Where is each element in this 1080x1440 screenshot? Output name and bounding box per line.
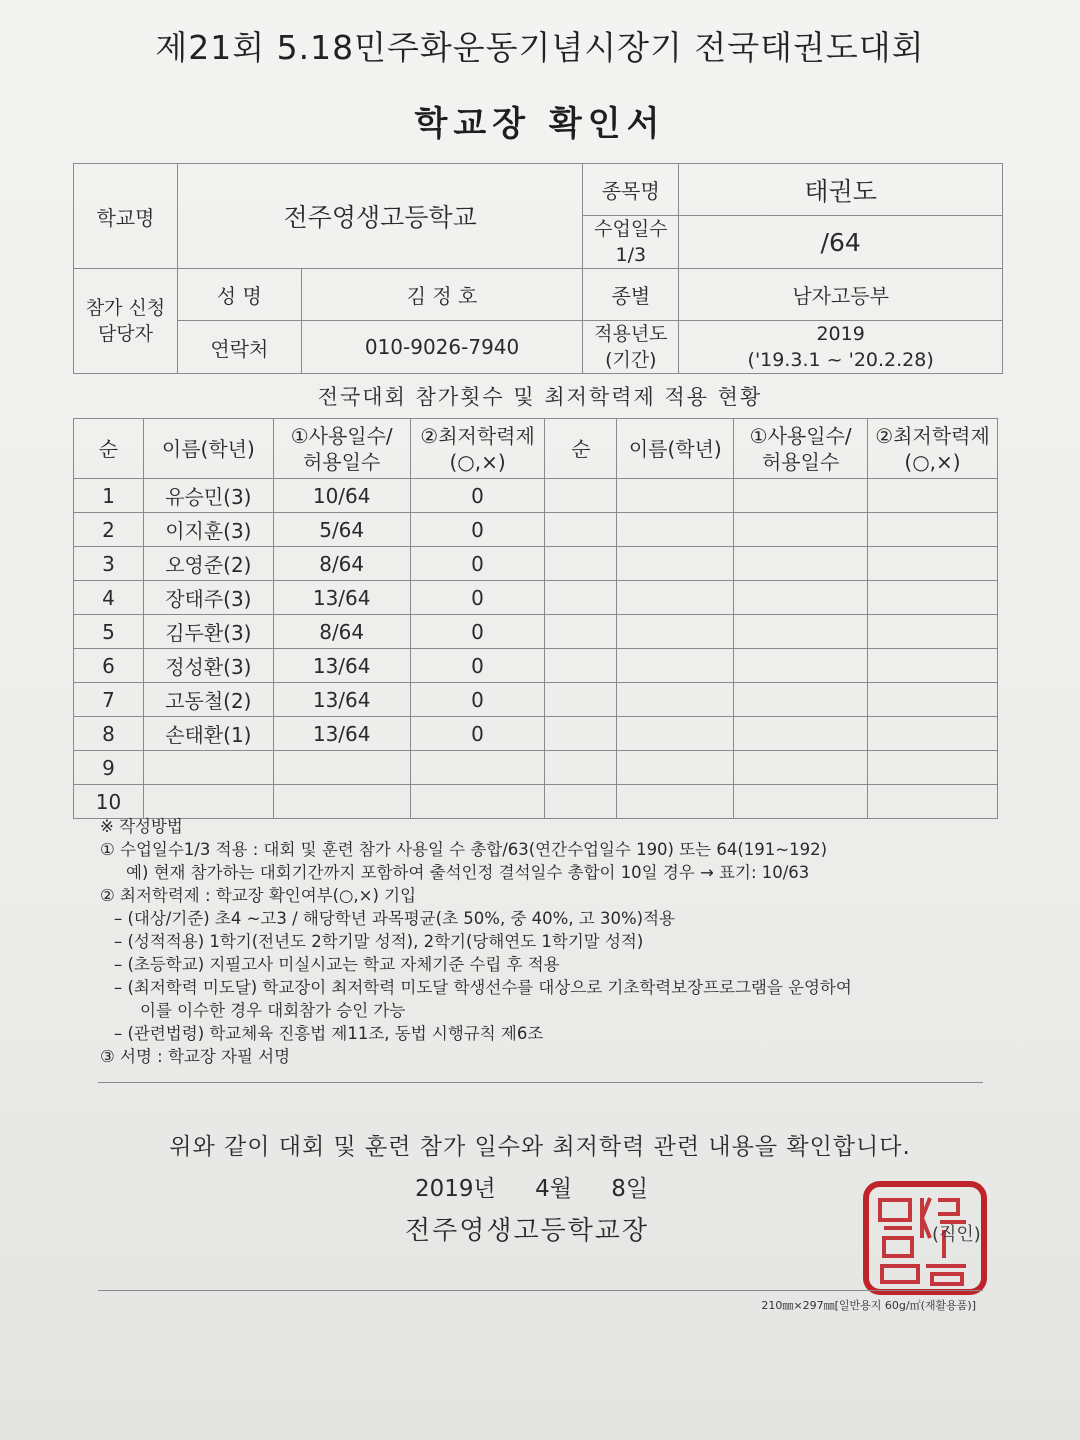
note-3: ③ 서명 : 학교장 자필 서명 xyxy=(100,1047,291,1066)
row-blank xyxy=(868,717,998,751)
row-days: 10/64 xyxy=(273,479,410,513)
row-blank xyxy=(868,751,998,785)
row-blank xyxy=(734,717,868,751)
row-blank xyxy=(617,683,734,717)
table-row xyxy=(74,513,998,547)
manager-label-line2: 담당자 xyxy=(97,323,153,345)
row-days: 13/64 xyxy=(273,683,410,717)
note-2b: – (성적적용) 1학기(전년도 2학기말 성적), 2학기(당해연도 1학기말 성적) xyxy=(114,932,644,951)
division-label: 종별 xyxy=(583,269,679,321)
row-blank xyxy=(545,751,617,785)
manager-label-line1: 참가 신청 xyxy=(85,297,166,319)
table-row xyxy=(74,751,998,785)
row-min: 0 xyxy=(410,479,545,513)
table-row xyxy=(74,581,998,615)
row-name: 고동철(2) xyxy=(143,683,273,717)
year-value-cell xyxy=(679,321,1003,374)
event-value: 태권도 xyxy=(679,164,1003,216)
row-blank xyxy=(545,785,617,819)
year-label-line1: 적용년도 xyxy=(594,323,668,345)
table-row xyxy=(74,649,998,683)
row-min xyxy=(410,751,545,785)
row-blank xyxy=(617,479,734,513)
row-blank xyxy=(734,547,868,581)
row-blank xyxy=(734,785,868,819)
row-blank xyxy=(734,513,868,547)
header-days-2 xyxy=(734,419,868,479)
school-name-value: 전주영생고등학교 xyxy=(177,164,583,269)
note-1a: ① 수업일수1/3 적용 : 대회 및 훈련 참가 사용일 수 총합/63(연간수업일수 190) 또는 64(191~192) xyxy=(100,840,828,859)
row-min xyxy=(410,785,545,819)
row-blank xyxy=(617,785,734,819)
row-min: 0 xyxy=(410,547,545,581)
row-days xyxy=(273,785,410,819)
header-days-2-line2: 허용일수 xyxy=(761,449,840,474)
class-days-label-line2: 1/3 xyxy=(615,244,647,266)
row-blank xyxy=(868,615,998,649)
document-title: 제21회 5.18민주화운동기념시장기 전국태권도대회 xyxy=(155,28,925,67)
row-blank xyxy=(545,547,617,581)
date-year: 2019년 xyxy=(415,1176,496,1202)
row-no: 8 xyxy=(74,717,144,751)
division-value: 남자고등부 xyxy=(679,269,1003,321)
header-no: 순 xyxy=(74,419,144,479)
note-2e: – (관련법령) 학교체육 진흥법 제11조, 동법 시행규칙 제6조 xyxy=(114,1024,544,1043)
date-day: 8일 xyxy=(611,1176,649,1202)
row-days: 5/64 xyxy=(273,513,410,547)
official-seal-icon xyxy=(860,1178,990,1298)
row-blank xyxy=(545,717,617,751)
row-days xyxy=(273,751,410,785)
header-min-2-line1: ②최저학력제 xyxy=(875,423,990,448)
row-name: 유승민(3) xyxy=(143,479,273,513)
class-days-value: /64 xyxy=(679,216,1003,269)
header-min-line2: (○,×) xyxy=(449,449,506,474)
year-value: 2019 xyxy=(816,323,865,345)
row-name: 이지훈(3) xyxy=(143,513,273,547)
row-name: 김두환(3) xyxy=(143,615,273,649)
school-name-label: 학교명 xyxy=(74,164,178,269)
row-name: 정성환(3) xyxy=(143,649,273,683)
note-2d1: – (최저학력 미도달) 학교장이 최저학력 미도달 학생선수를 대상으로 기초학력보장프로그램을 운영하여 xyxy=(114,978,852,997)
note-2a: – (대상/기준) 초4 ~고3 / 해당학년 과목평균(초 50%, 중 40%, 고 30%)적용 xyxy=(114,909,675,928)
row-name: 손태환(1) xyxy=(143,717,273,751)
table-row xyxy=(74,547,998,581)
confirmation-statement: 위와 같이 대회 및 훈련 참가 일수와 최저학력 관련 내용을 확인합니다. xyxy=(169,1134,911,1160)
period-value: ('19.3.1 ~ '20.2.28) xyxy=(747,349,934,371)
row-blank xyxy=(617,547,734,581)
row-blank xyxy=(545,513,617,547)
divider-bottom xyxy=(98,1290,983,1291)
manager-name-label: 성 명 xyxy=(177,269,301,321)
row-blank xyxy=(734,615,868,649)
header-no-2: 순 xyxy=(545,419,617,479)
row-blank xyxy=(734,649,868,683)
row-days: 13/64 xyxy=(273,581,410,615)
header-days-line2: 허용일수 xyxy=(303,449,381,474)
header-min-2 xyxy=(868,419,998,479)
row-blank xyxy=(868,581,998,615)
participants-table xyxy=(73,418,998,819)
header-days-2-line1: ①사용일수/ xyxy=(749,423,852,448)
note-2c: – (초등학교) 지필고사 미실시교는 학교 자체기준 수립 후 적용 xyxy=(114,955,560,974)
row-name xyxy=(143,751,273,785)
row-blank xyxy=(734,683,868,717)
row-blank xyxy=(617,581,734,615)
note-2: ② 최저학력제 : 학교장 확인여부(○,×) 기입 xyxy=(100,886,417,905)
row-no: 3 xyxy=(74,547,144,581)
row-blank xyxy=(545,683,617,717)
date-month: 4월 xyxy=(535,1176,572,1202)
row-min: 0 xyxy=(410,717,545,751)
row-blank xyxy=(868,785,998,819)
manager-name-value: 김 정 호 xyxy=(301,269,583,321)
row-name xyxy=(143,785,273,819)
table-row xyxy=(74,785,998,819)
header-name: 이름(학년) xyxy=(143,419,273,479)
row-blank xyxy=(734,751,868,785)
row-no: 1 xyxy=(74,479,144,513)
school-info-table xyxy=(73,163,1003,374)
row-min: 0 xyxy=(410,683,545,717)
table-row xyxy=(74,615,998,649)
row-min: 0 xyxy=(410,615,545,649)
row-blank xyxy=(617,649,734,683)
row-blank xyxy=(868,683,998,717)
row-days: 8/64 xyxy=(273,615,410,649)
notes-title: ※ 작성방법 xyxy=(100,817,183,836)
row-blank xyxy=(545,581,617,615)
row-blank xyxy=(734,479,868,513)
row-min: 0 xyxy=(410,649,545,683)
table-row xyxy=(74,683,998,717)
row-blank xyxy=(734,581,868,615)
status-heading: 전국대회 참가횟수 및 최저학력제 적용 현황 xyxy=(317,385,763,409)
row-blank xyxy=(545,615,617,649)
header-min-2-line2: (○,×) xyxy=(904,449,961,474)
table-row xyxy=(74,717,998,751)
header-days-line1: ①사용일수/ xyxy=(290,423,393,448)
row-days: 8/64 xyxy=(273,547,410,581)
row-no: 6 xyxy=(74,649,144,683)
class-days-label xyxy=(583,216,679,269)
year-label-line2: (기간) xyxy=(605,349,657,371)
row-no: 9 xyxy=(74,751,144,785)
confirmation-date xyxy=(415,1170,680,1203)
instructions xyxy=(100,815,1000,1068)
note-2d2: 이를 이수한 경우 대회참가 승인 가능 xyxy=(140,1001,406,1020)
year-label xyxy=(583,321,679,374)
row-no: 2 xyxy=(74,513,144,547)
row-min: 0 xyxy=(410,581,545,615)
row-blank xyxy=(617,717,734,751)
row-days: 13/64 xyxy=(273,649,410,683)
header-min xyxy=(410,419,545,479)
row-min: 0 xyxy=(410,513,545,547)
row-days: 13/64 xyxy=(273,717,410,751)
row-blank xyxy=(617,751,734,785)
row-blank xyxy=(617,615,734,649)
paper-spec: 210㎜×297㎜[일반용지 60g/㎡(재활용품)] xyxy=(761,1299,976,1312)
header-days xyxy=(273,419,410,479)
class-days-label-line1: 수업일수 xyxy=(594,218,668,240)
row-no: 7 xyxy=(74,683,144,717)
row-blank xyxy=(617,513,734,547)
row-no: 4 xyxy=(74,581,144,615)
document-subtitle: 학교장 확인서 xyxy=(414,104,666,144)
table-row xyxy=(74,479,998,513)
row-no: 5 xyxy=(74,615,144,649)
row-blank xyxy=(545,649,617,683)
contact-label: 연락처 xyxy=(177,321,301,374)
seal-mark-text: (직인) xyxy=(932,1224,981,1245)
manager-label xyxy=(74,269,178,374)
participants-header-row xyxy=(74,419,998,479)
row-blank xyxy=(868,547,998,581)
divider-top xyxy=(98,1082,983,1083)
contact-value: 010-9026-7940 xyxy=(301,321,583,374)
row-blank xyxy=(545,479,617,513)
row-name: 오영준(2) xyxy=(143,547,273,581)
row-blank xyxy=(868,649,998,683)
event-label: 종목명 xyxy=(583,164,679,216)
principal-signature: 전주영생고등학교장 xyxy=(405,1216,650,1246)
row-blank xyxy=(868,479,998,513)
header-min-line1: ②최저학력제 xyxy=(420,423,535,448)
row-blank xyxy=(868,513,998,547)
header-name-2: 이름(학년) xyxy=(617,419,734,479)
row-name: 장태주(3) xyxy=(143,581,273,615)
note-1b: 예) 현재 참가하는 대회기간까지 포함하여 출석인정 결석일수 총합이 10일 경우 → 표기: 10/63 xyxy=(126,863,810,882)
row-no: 10 xyxy=(74,785,144,819)
